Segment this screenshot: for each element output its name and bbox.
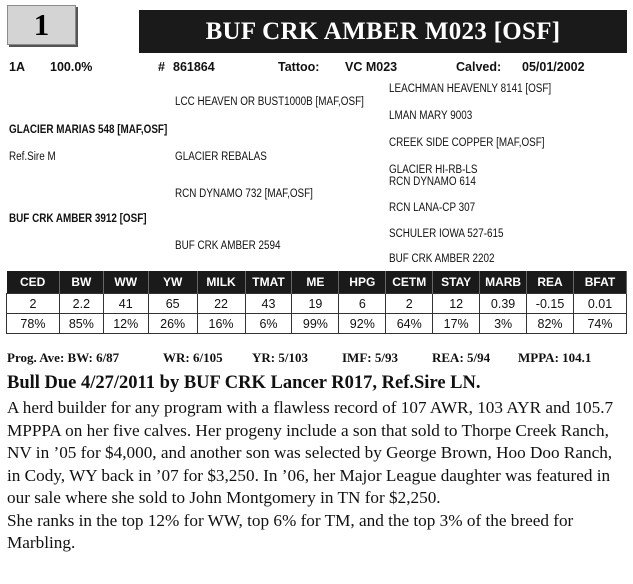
ped-ssd: LMAN MARY 9003 (389, 110, 473, 122)
epd-percentile: 6% (245, 314, 292, 334)
lot-number: 1 (33, 7, 50, 42)
ped-sire-dam: GLACIER REBALAS (175, 151, 267, 163)
epd-value: 2 (7, 294, 60, 314)
prog-mppa: MPPA: 104.1 (518, 350, 592, 365)
epd-percentile: 74% (574, 314, 627, 334)
epd-percentile: 78% (7, 314, 60, 334)
prog-ave-bw: Prog. Ave: BW: 6/87 (7, 350, 120, 365)
epd-value: 0.01 (574, 294, 627, 314)
epd-value: 6 (339, 294, 386, 314)
prog-rea: REA: 5/94 (432, 350, 491, 365)
epd-percentile: 16% (197, 314, 245, 334)
description-paragraph-1: A herd builder for any program with a flawless record of 107 AWR, 103 AYR and 105.7 MPPPA on her five calves. Her progeny include a son that sold to Thorpe Creek Ranch, NV in ’05 for $4,000, and another son was selected by George Brown, Hoo Doo Ranch, in Cody, WY back in ’07 for $3,250. In ’06, her Major League daughter was featured in our sale where she sold to John Montgomery in TN for $2,250. (7, 398, 614, 507)
epd-header: WW (103, 271, 148, 294)
percent-blood: 100.0% (50, 60, 93, 74)
epd-header: CETM (386, 271, 433, 294)
epd-header: MARB (480, 271, 527, 294)
tattoo-label: Tattoo: (278, 60, 320, 74)
epd-percentile: 82% (527, 314, 574, 334)
epd-header: TMAT (245, 271, 292, 294)
ped-dds: SCHULER IOWA 527-615 (389, 228, 504, 240)
epd-value: 65 (148, 294, 197, 314)
epd-percentile: 3% (480, 314, 527, 334)
epd-percentile: 92% (339, 314, 386, 334)
lot-description (7, 397, 627, 555)
lot-code: 1A (9, 60, 25, 74)
ped-sire-sire: LCC HEAVEN OR BUST1000B [MAF,OSF] (175, 96, 364, 108)
epd-header-row (7, 271, 627, 294)
epd-value: 43 (245, 294, 292, 314)
ped-dss: RCN DYNAMO 614 (389, 176, 476, 188)
bull-due-heading: Bull Due 4/27/2011 by BUF CRK Lancer R017, Ref.Sire LN. (7, 373, 481, 393)
ped-dam: BUF CRK AMBER 3912 [OSF] (9, 213, 147, 225)
ped-sire: GLACIER MARIAS 548 [MAF,OSF] (9, 124, 168, 136)
epd-percentile-row (7, 314, 627, 334)
ped-dsd: RCN LANA-CP 307 (389, 202, 476, 214)
epd-value: 19 (292, 294, 339, 314)
epd-percentile: 85% (59, 314, 103, 334)
animal-name: BUF CRK AMBER M023 [OSF] (205, 17, 561, 45)
prog-wr: WR: 6/105 (163, 350, 223, 365)
tattoo-value: VC M023 (345, 60, 398, 74)
epd-value: 2 (386, 294, 433, 314)
epd-header: BFAT (574, 271, 627, 294)
epd-header: STAY (433, 271, 480, 294)
epd-header: BW (59, 271, 103, 294)
epd-percentile: 99% (292, 314, 339, 334)
prog-yr: YR: 5/103 (252, 350, 308, 365)
epd-value: 12 (433, 294, 480, 314)
ped-sire-note: Ref.Sire M (9, 151, 56, 163)
epd-percentile: 26% (148, 314, 197, 334)
epd-header: YW (148, 271, 197, 294)
epd-value: 22 (197, 294, 245, 314)
epd-value: 41 (103, 294, 148, 314)
lot-number-box (7, 5, 76, 45)
ped-sdd: GLACIER HI-RB-LS (389, 164, 478, 176)
epd-percentile: 12% (103, 314, 148, 334)
calved-label: Calved: (456, 60, 502, 74)
epd-header: MILK (197, 271, 245, 294)
reg-label: # (158, 60, 165, 74)
reg-number: 861864 (173, 60, 215, 74)
epd-value: -0.15 (527, 294, 574, 314)
ped-dam-dam: BUF CRK AMBER 2594 (175, 240, 281, 252)
animal-name-banner (139, 10, 627, 53)
ped-dam-sire: RCN DYNAMO 732 [MAF,OSF] (175, 188, 313, 200)
epd-header: REA (527, 271, 574, 294)
ped-sds: CREEK SIDE COPPER [MAF,OSF] (389, 137, 545, 149)
epd-value-row (7, 294, 627, 314)
ped-sss: LEACHMAN HEAVENLY 8141 [OSF] (389, 83, 552, 95)
epd-header: HPG (339, 271, 386, 294)
description-paragraph-2: She ranks in the top 12% for WW, top 6% for TM, and the top 3% of the breed for Marbling. (7, 510, 574, 552)
epd-value: 2.2 (59, 294, 103, 314)
calved-date: 05/01/2002 (522, 60, 585, 74)
prog-imf: IMF: 5/93 (342, 350, 398, 365)
epd-value: 0.39 (480, 294, 527, 314)
epd-header: ME (292, 271, 339, 294)
ped-ddd: BUF CRK AMBER 2202 (389, 253, 495, 265)
epd-table (6, 271, 627, 334)
epd-percentile: 17% (433, 314, 480, 334)
epd-percentile: 64% (386, 314, 433, 334)
epd-header: CED (7, 271, 60, 294)
